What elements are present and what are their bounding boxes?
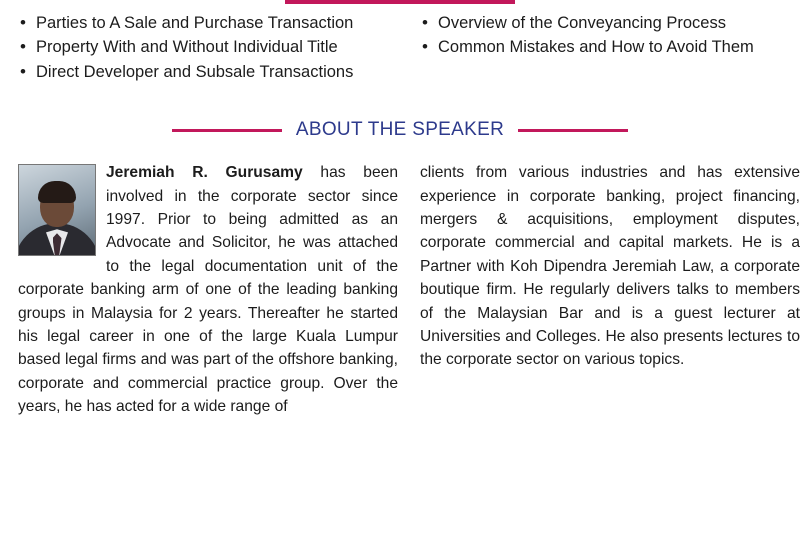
heading-rule-left <box>172 129 282 132</box>
speaker-bio-right: clients from various industries and has extensive experience in corporate banking, project financing, mergers & acquisitions, employment disputes, corporate commercial and capital markets. He is a Partner with Koh Dipendra Jeremiah Law, a corporate boutique firm. He regularly delivers talks to members of the Malaysian Bar and is a guest lecturer at Universities and Colleges. He also presents lectures to the corporate sector on various topics. <box>420 164 800 369</box>
speaker-name: Jeremiah R. Gurusamy <box>106 164 303 182</box>
list-item: • Direct Developer and Subsale Transactions <box>18 61 398 84</box>
speaker-bio-left <box>18 161 398 418</box>
speaker-bio-left-text: has been involved in the corporate sector since 1997. Prior to being admitted as an Advocate and Solicitor, he was attached to the legal documentation unit of the corporate banking arm of one of the leading banking groups in Malaysia for 2 years. Thereafter he started his legal career in one of the large Kuala Lumpur based legal firms and was part of the offshore banking, corporate and commercial practice group. Over the years, he has acted for a wide range of <box>18 164 398 416</box>
list-item: • Common Mistakes and How to Avoid Them <box>420 36 800 59</box>
page-title: ABOUT THE SPEAKER <box>295 119 505 141</box>
heading-rule-right <box>518 129 628 132</box>
speaker-bio-section <box>18 161 800 418</box>
topics-right-column <box>420 12 800 85</box>
list-item: • Property With and Without Individual Title <box>18 36 398 59</box>
topics-left-column <box>18 12 398 85</box>
about-the-speaker-heading <box>18 119 782 141</box>
avatar <box>18 164 96 256</box>
topics-section <box>18 0 782 85</box>
list-item: • Parties to A Sale and Purchase Transaction <box>18 12 398 35</box>
topics-right-list <box>420 12 800 60</box>
portrait-hair <box>38 181 76 203</box>
topics-left-list <box>18 12 398 84</box>
list-item: • Overview of the Conveyancing Process <box>420 12 800 35</box>
top-accent-rule <box>285 0 515 4</box>
